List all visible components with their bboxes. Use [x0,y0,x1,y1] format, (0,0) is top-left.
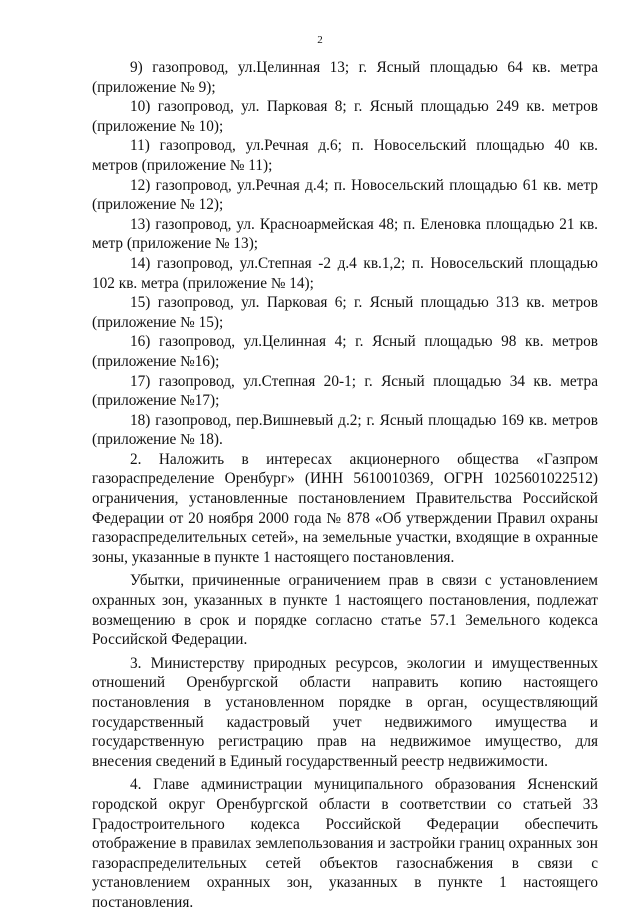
list-item: 15) газопровод, ул. Парковая 6; г. Ясный площадью 313 кв. метров (приложение № 15); [92,294,598,331]
list-item: 14) газопровод, ул.Степная -2 д.4 кв.1,2; п. Новосельский площадью 102 кв. метра (приложение № 14); [92,254,598,292]
paragraph-4: 4. Главе администрации муниципального образования Ясненский городской округ Оренбургской области в соответствии со статьей 33 Градостроительного кодекса Российской Федерации обеспечить отображение в правилах землепользования и застройки границ охранных зон газораспределительных сетей объектов газоснабжения в связи с установлением охранных зон, указанных в пункте 1 настоящего постановления. [92,776,598,911]
document-body [92,58,598,913]
list-item: 13) газопровод, ул. Красноармейская 48; п. Еленовка площадью 21 кв. метр (приложение № 13); [92,215,598,253]
list-item: 10) газопровод, ул. Парковая 8; г. Ясный площадью 249 кв. метров (приложение № 10); [92,98,598,135]
list-item: 11) газопровод, ул.Речная д.6; п. Новосельский площадью 40 кв. метров (приложение № 11); [92,137,598,174]
paragraph-3: 3. Министерству природных ресурсов, экологии и имущественных отношений Оренбургской области направить копию настоящего постановления в установленном порядке в орган, осуществляющий государственный кадастровый учет недвижимого имущества и государственную регистрацию прав на недвижимое имущество, для внесения сведений в Единый государственный реестр недвижимости. [92,654,598,770]
page-number: 2 [317,34,323,46]
list-item: 17) газопровод, ул.Степная 20-1; г. Ясный площадью 34 кв. метра (приложение №17); [92,372,598,410]
paragraph-losses: Убытки, причиненные ограничением прав в связи с установлением охранных зон, указанных в пункте 1 настоящего постановления, подлежат возмещению в срок и порядке согласно статье 57.1 Земельного кодекса Российской Федерации. [92,572,598,649]
list-item: 9) газопровод, ул.Целинная 13; г. Ясный площадью 64 кв. метра (приложение № 9); [92,59,598,96]
list-item: 18) газопровод, пер.Вишневый д.2; г. Ясный площадью 169 кв. метров (приложение № 18). [92,411,598,449]
paragraph-2: 2. Наложить в интересах акционерного общества «Газпром газораспределение Оренбург» (ИНН 5610010369, ОГРН 1025601022512) ограничения, установленные постановлением Правительства Российской Федерации от 20 ноября 2000 года № 878 «Об утверждении Правил охраны газораспределительных сетей», на земельные участки, входящие в охранные зоны, указанные в пункте 1 настоящего постановления. [92,450,598,566]
list-item: 16) газопровод, ул.Целинная 4; г. Ясный площадью 98 кв. метров (приложение №16); [92,333,598,370]
list-item: 12) газопровод, ул.Речная д.4; п. Новосельский площадью 61 кв. метр (приложение № 12); [92,176,598,214]
